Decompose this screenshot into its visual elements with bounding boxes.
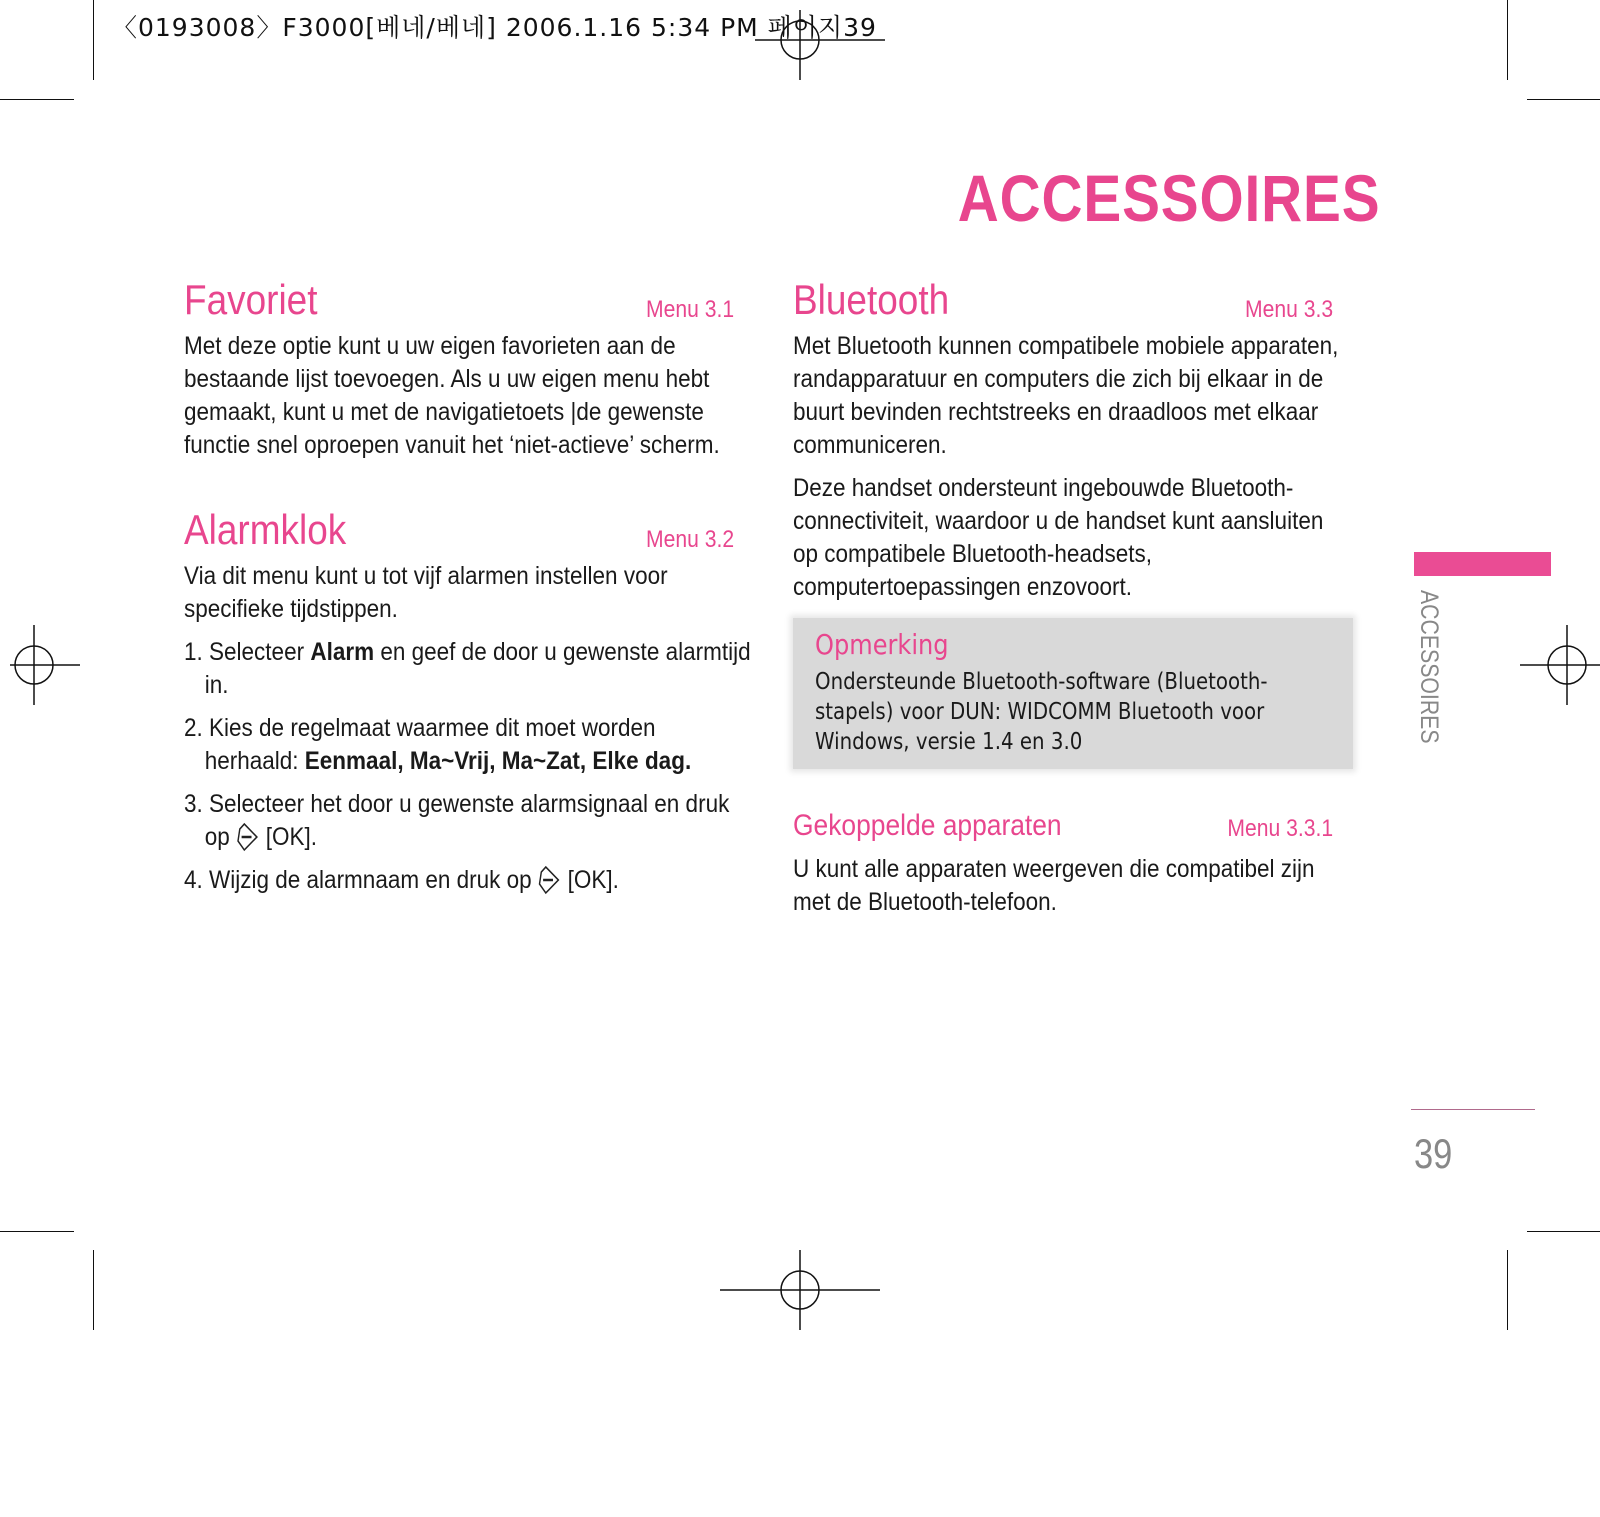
menu-number: Menu 3.3.1 [1227,815,1333,842]
crop-mark [1507,1250,1508,1330]
crop-mark [93,0,94,80]
gekoppelde-body: U kunt alle apparaten weergeven die compatibel zijn met de Bluetooth-telefoon. [793,855,1315,916]
bluetooth-body-1: Met Bluetooth kunnen compatibele mobiele apparaten, randapparatuur en computers die zich bij elkaar in de buurt bevinden rechtstreeks en draadloos met elkaar communiceren. [793,332,1339,459]
soft-key-icon [233,821,262,853]
section-title: Favoriet [184,276,318,323]
favoriet-body: Met deze optie kunt u uw eigen favorieten aan de bestaande lijst toevoegen. Als u uw eigen menu hebt gemaakt, kunt u met de navigatietoets |de gewenste functie snel oproepen vanuit het ‘niet-actieve’ scherm. [184,332,720,459]
side-tab-label: ACCESSOIRES [1415,590,1443,744]
section-header-bluetooth [793,276,1333,330]
print-slug: 〈0193008〉F3000[베네/베네] 2006.1.16 5:34 PM 페이지39 [112,13,877,42]
section-header-gekoppelde [793,809,1333,853]
crop-mark [0,99,74,100]
registration-mark-icon [720,1245,880,1335]
side-tab-bar [1414,552,1551,576]
section-header-favoriet [184,276,734,330]
crop-mark [93,1250,94,1330]
crop-mark [1527,99,1600,100]
bluetooth-body-2: Deze handset ondersteunt ingebouwde Bluetooth-connectiviteit, waardoor u de handset kunt aansluiten op compatibele Bluetooth-headsets, computertoepassingen enzovoort. [793,474,1324,601]
list-item: 3. Selecteer het door u gewenste alarmsignaal en druk op [OK]. [184,790,730,851]
list-item: 2. Kies de regelmaat waarmee dit moet worden herhaald: Eenmaal, Ma~Vrij, Ma~Zat, Elke dag. [184,714,692,775]
menu-number: Menu 3.2 [645,526,734,553]
section-header-alarmklok [184,506,734,560]
menu-number: Menu 3.1 [645,296,734,323]
list-item: 1. Selecteer Alarm en geef de door u gewenste alarmtijd in. [184,638,751,699]
page-number: 39 [1414,1130,1453,1177]
soft-key-icon [535,864,564,896]
alarmklok-intro: Via dit menu kunt u tot vijf alarmen instellen voor specifieke tijdstippen. [184,562,668,623]
registration-mark-icon [0,620,90,710]
menu-number: Menu 3.3 [1244,296,1333,323]
page-number-rule [1411,1109,1535,1110]
alarm-steps [184,636,751,897]
page-title: ACCESSOIRES [957,161,1380,235]
crop-mark [0,1231,74,1232]
section-title: Alarmklok [184,506,347,553]
right-column [793,276,1353,929]
note-body: Ondersteunde Bluetooth-software (Bluetooth-stapels) voor DUN: WIDCOMM Bluetooth voor Windows, versie 1.4 en 3.0 [815,669,1268,755]
subsection-title: Gekoppelde apparaten [793,809,1062,842]
note-box [793,618,1353,769]
list-item: 4. Wijzig de alarmnaam en druk op [OK]. [184,866,619,894]
crop-mark [1507,0,1508,80]
left-column [184,276,751,907]
registration-mark-icon [1520,620,1600,710]
note-title: Opmerking [815,628,949,661]
crop-mark [1527,1231,1600,1232]
section-title: Bluetooth [793,276,950,323]
